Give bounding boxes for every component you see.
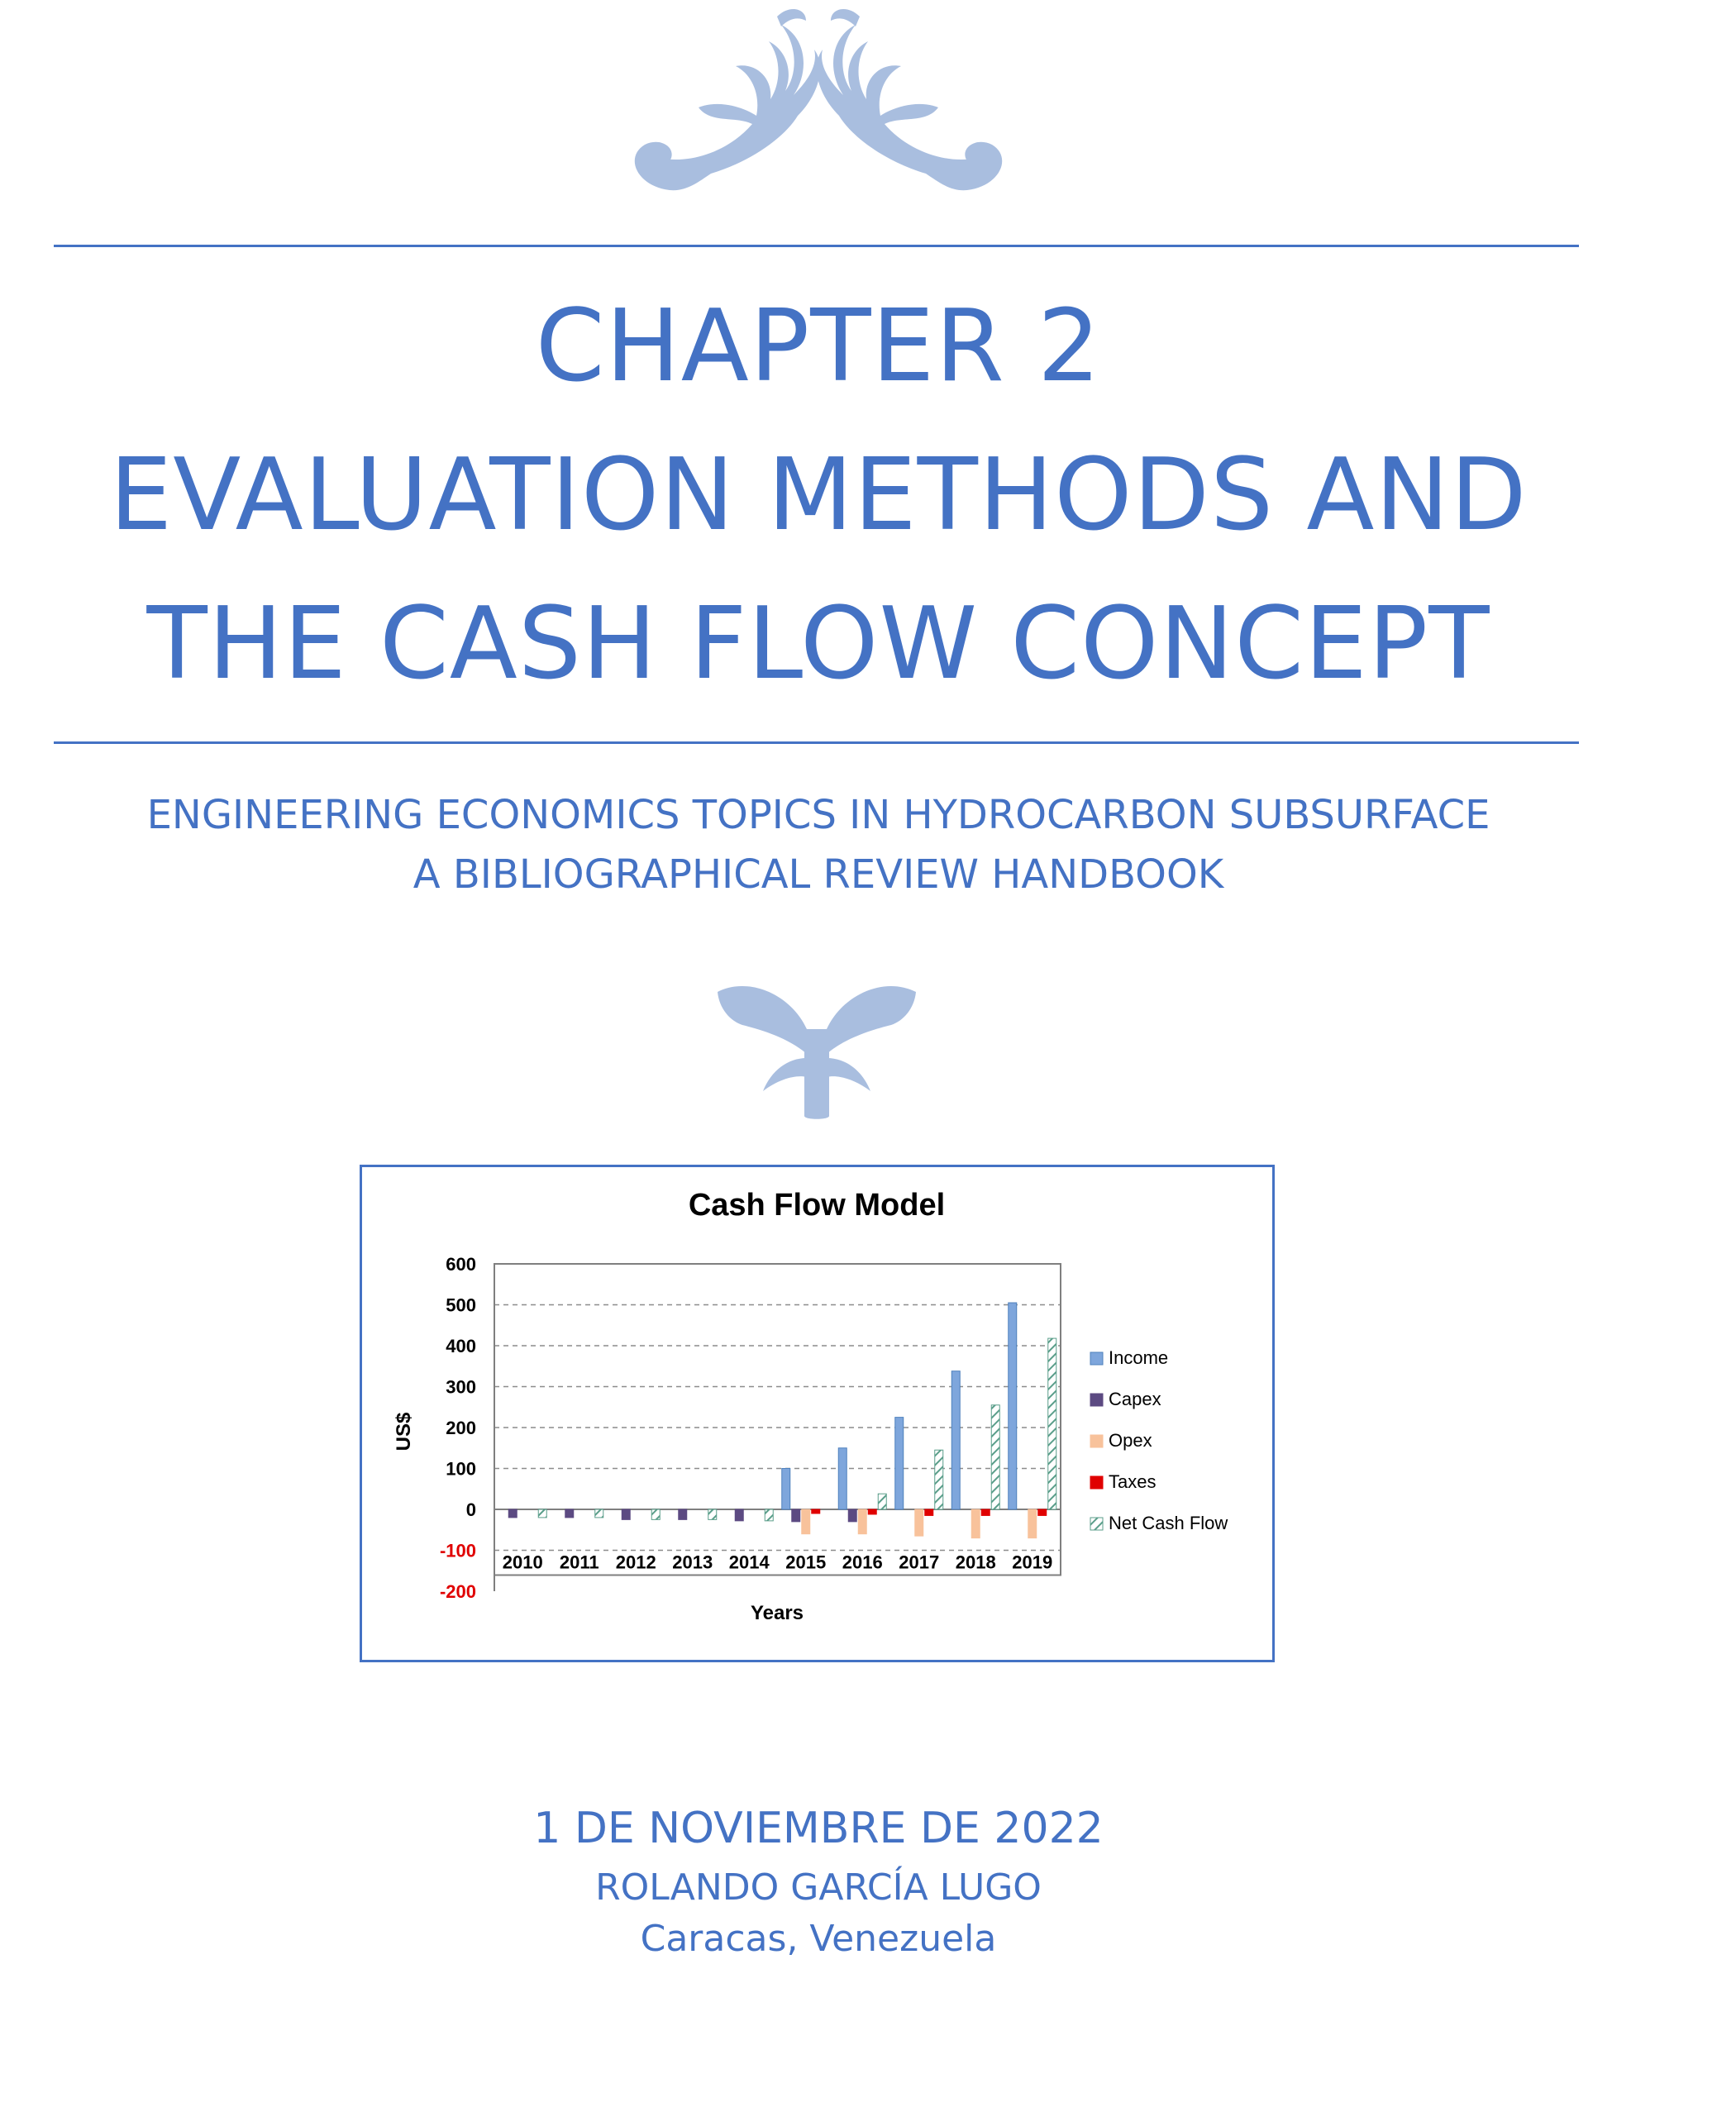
- x-tick-label: 2010: [502, 1552, 543, 1573]
- bar-opex: [915, 1509, 923, 1536]
- legend-label: Opex: [1109, 1430, 1152, 1451]
- x-tick-label: 2015: [785, 1552, 827, 1573]
- subtitle-line-2: A BIBLIOGRAPHICAL REVIEW HANDBOOK: [413, 851, 1224, 898]
- subtitle-line-1: ENGINEERING ECONOMICS TOPICS IN HYDROCARBON SUBSURFACE: [146, 792, 1490, 838]
- location-text: Caracas, Venezuela: [640, 1918, 997, 1960]
- y-tick-label: -100: [439, 1540, 476, 1561]
- bar-capex: [565, 1509, 574, 1518]
- legend-swatch: [1090, 1394, 1103, 1406]
- bar-net-cash-flow: [935, 1450, 943, 1509]
- cash-flow-chart: [362, 1167, 1272, 1660]
- legend-label: Taxes: [1109, 1471, 1157, 1492]
- bar-capex: [792, 1509, 800, 1522]
- floral-ornament-icon: [620, 0, 1017, 207]
- bar-net-cash-flow: [878, 1494, 886, 1509]
- bar-income: [838, 1448, 847, 1509]
- bar-net-cash-flow: [1048, 1338, 1056, 1509]
- x-axis-label: Years: [750, 1602, 804, 1624]
- bar-taxes: [812, 1509, 820, 1514]
- top-divider: [54, 245, 1579, 247]
- legend-label: Net Cash Flow: [1109, 1513, 1228, 1533]
- chart-title: Cash Flow Model: [688, 1188, 946, 1223]
- chapter-label: CHAPTER 2: [535, 289, 1102, 404]
- bar-net-cash-flow: [595, 1509, 603, 1518]
- title-line-1: EVALUATION METHODS AND: [109, 438, 1528, 553]
- fleuron-icon: [709, 980, 924, 1120]
- author-name: ROLANDO GARCÍA LUGO: [595, 1866, 1042, 1909]
- chart-frame: [360, 1165, 1275, 1662]
- y-tick-label: 0: [465, 1499, 476, 1520]
- bar-opex: [802, 1509, 810, 1534]
- bottom-divider: [54, 741, 1579, 744]
- title-line-2: THE CASH FLOW CONCEPT: [146, 587, 1490, 702]
- bar-capex: [679, 1509, 687, 1519]
- bar-opex: [858, 1509, 866, 1534]
- x-tick-label: 2017: [899, 1552, 940, 1573]
- bar-income: [951, 1371, 960, 1509]
- legend-swatch: [1090, 1435, 1103, 1447]
- y-tick-label: 400: [446, 1336, 476, 1356]
- bar-net-cash-flow: [651, 1509, 660, 1519]
- y-axis-label: US$: [393, 1412, 415, 1452]
- bar-income: [895, 1418, 904, 1509]
- bar-capex: [622, 1509, 630, 1519]
- bar-taxes: [1038, 1509, 1047, 1515]
- x-tick-label: 2016: [842, 1552, 883, 1573]
- bar-net-cash-flow: [538, 1509, 546, 1518]
- x-tick-label: 2019: [1012, 1552, 1053, 1573]
- bar-income: [1009, 1303, 1017, 1509]
- bar-taxes: [925, 1509, 933, 1515]
- x-tick-label: 2014: [728, 1552, 770, 1573]
- x-tick-label: 2013: [672, 1552, 713, 1573]
- bar-capex: [848, 1509, 856, 1522]
- x-tick-label: 2012: [615, 1552, 656, 1573]
- y-tick-label: 100: [446, 1458, 476, 1480]
- y-tick-label: 300: [446, 1376, 476, 1398]
- y-tick-label: 600: [446, 1254, 476, 1275]
- bar-taxes: [868, 1509, 876, 1514]
- y-tick-label: -200: [439, 1581, 476, 1602]
- bar-capex: [735, 1509, 743, 1521]
- y-tick-label: 200: [446, 1418, 476, 1438]
- legend-label: Income: [1109, 1347, 1169, 1368]
- date-text: 1 DE NOVIEMBRE DE 2022: [533, 1804, 1104, 1853]
- x-tick-label: 2011: [559, 1552, 599, 1573]
- bar-opex: [1028, 1509, 1037, 1538]
- bar-opex: [971, 1509, 980, 1538]
- bar-income: [782, 1469, 790, 1510]
- bar-net-cash-flow: [765, 1509, 773, 1521]
- bar-net-cash-flow: [708, 1509, 717, 1519]
- bar-taxes: [981, 1509, 990, 1515]
- bar-net-cash-flow: [991, 1405, 999, 1509]
- legend-swatch: [1090, 1352, 1103, 1365]
- bar-capex: [508, 1509, 517, 1518]
- y-tick-label: 500: [446, 1294, 476, 1316]
- legend-swatch: [1090, 1518, 1103, 1530]
- legend-swatch: [1090, 1476, 1103, 1489]
- legend-label: Capex: [1109, 1389, 1161, 1409]
- x-tick-label: 2018: [955, 1552, 996, 1573]
